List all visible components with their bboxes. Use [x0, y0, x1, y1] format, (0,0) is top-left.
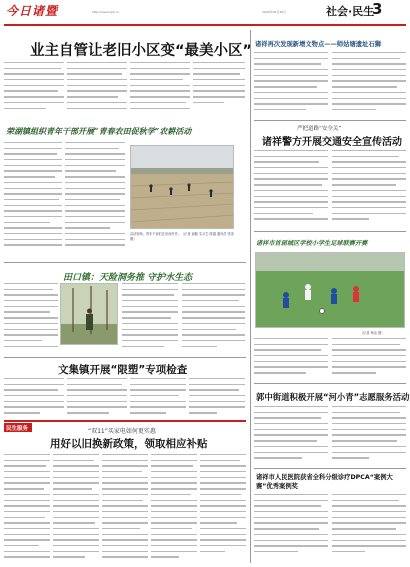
right-h4: 郭中街道积极开展“河小青”志愿服务活动	[256, 392, 410, 402]
feature-top-rule	[4, 420, 246, 422]
tiankou-body-col-3	[182, 283, 245, 353]
lead-body-col-3	[130, 62, 190, 114]
wenji-body-col-4	[189, 378, 245, 418]
tiankou-body-col-2	[122, 283, 178, 353]
right-h2-body-col-2	[332, 150, 406, 228]
youth-body-col-1	[4, 142, 62, 254]
wenji-headline: 文集镇开展“限塑”专项检查	[58, 364, 188, 376]
section-divider-1	[4, 262, 246, 263]
youth-photo-field	[130, 145, 234, 229]
lead-body-col-2	[67, 62, 127, 114]
newspaper-logo: 今日诸暨	[6, 4, 59, 18]
masthead	[0, 0, 410, 28]
wenji-body-col-1	[4, 378, 64, 418]
right-h2: 诸祥警方开展交通安全宣传活动	[262, 137, 402, 148]
right-h2-body-col-1	[254, 150, 328, 228]
right-h1-body-col-1	[254, 52, 328, 116]
page-number: 3	[372, 0, 383, 18]
masthead-url[interactable]: http://www.zjrb.cn	[92, 10, 120, 14]
right-divider-3	[254, 383, 406, 384]
section-divider-2	[4, 357, 246, 358]
right-h5-body-col-2	[332, 494, 406, 560]
youth-headline: 荣湖镇组织青年干部开展“青春农田促秋学”农耕活动	[6, 126, 192, 136]
tiankou-headline: 田口镇：天险洞务推 守护水生态	[63, 273, 193, 283]
right-h5: 诸祥市人民医院获省全科分级诊疗DPCA“案例大赛”优秀案例奖	[256, 474, 393, 490]
right-divider-4	[254, 468, 406, 469]
right-h5-body-col-1	[254, 494, 328, 560]
right-divider-1	[254, 120, 406, 121]
football-match-image	[256, 253, 405, 328]
masthead-date: 2024年09月30日	[262, 10, 287, 14]
wenji-body-col-2	[67, 378, 127, 418]
farm-field-image	[131, 146, 234, 229]
right-football-photo	[255, 252, 405, 328]
feature-body-col-4	[151, 454, 197, 562]
right-h1-body-col-2	[332, 52, 406, 116]
wenji-body-col-3	[130, 378, 186, 418]
right-h3-body-col-2	[332, 338, 406, 380]
right-h1: 诸祥再次发现新增文物点——师姑塘遗址石狮	[255, 41, 381, 48]
feature-body-col-3	[102, 454, 148, 562]
masthead-divider	[4, 24, 406, 26]
feature-headline: 用好以旧换新政策，领取相应补贴	[50, 438, 208, 450]
feature-badge: 民生服务	[6, 426, 29, 432]
riverside-trees-image	[61, 284, 118, 345]
right-h4-body-col-2	[332, 406, 406, 466]
youth-body-col-2	[65, 142, 125, 254]
feature-body-col-2	[53, 454, 99, 562]
right-h3-body-col-1	[254, 338, 328, 380]
tiankou-photo	[60, 283, 118, 345]
feature-kicker: “双11”买家电如何更实惠	[88, 428, 156, 435]
section-title: 社会·民生	[326, 5, 375, 18]
right-h3: 诸祥市首届城区学校小学生足球联赛开赛	[256, 240, 368, 247]
right-kicker-2: 严把道路“安全关”	[297, 126, 342, 132]
tiankou-body-col-1	[4, 283, 58, 353]
lead-body-col-1	[4, 62, 64, 114]
youth-photo-caption: 活动现场，青年干部们在田间劳作。（记者 俞毓 实习生 陈越 通讯员 张洛 摄）	[130, 232, 234, 241]
right-divider-2	[254, 231, 406, 232]
column-divider	[250, 30, 251, 563]
lead-body-col-4	[193, 62, 245, 114]
right-h4-body-col-1	[254, 406, 328, 466]
feature-body-col-5	[200, 454, 246, 562]
right-football-caption: （记者 杨洁 摄）	[360, 331, 385, 335]
feature-body-col-1	[4, 454, 50, 562]
lead-headline: 业主自管让老旧小区变“最美小区”	[30, 43, 253, 59]
